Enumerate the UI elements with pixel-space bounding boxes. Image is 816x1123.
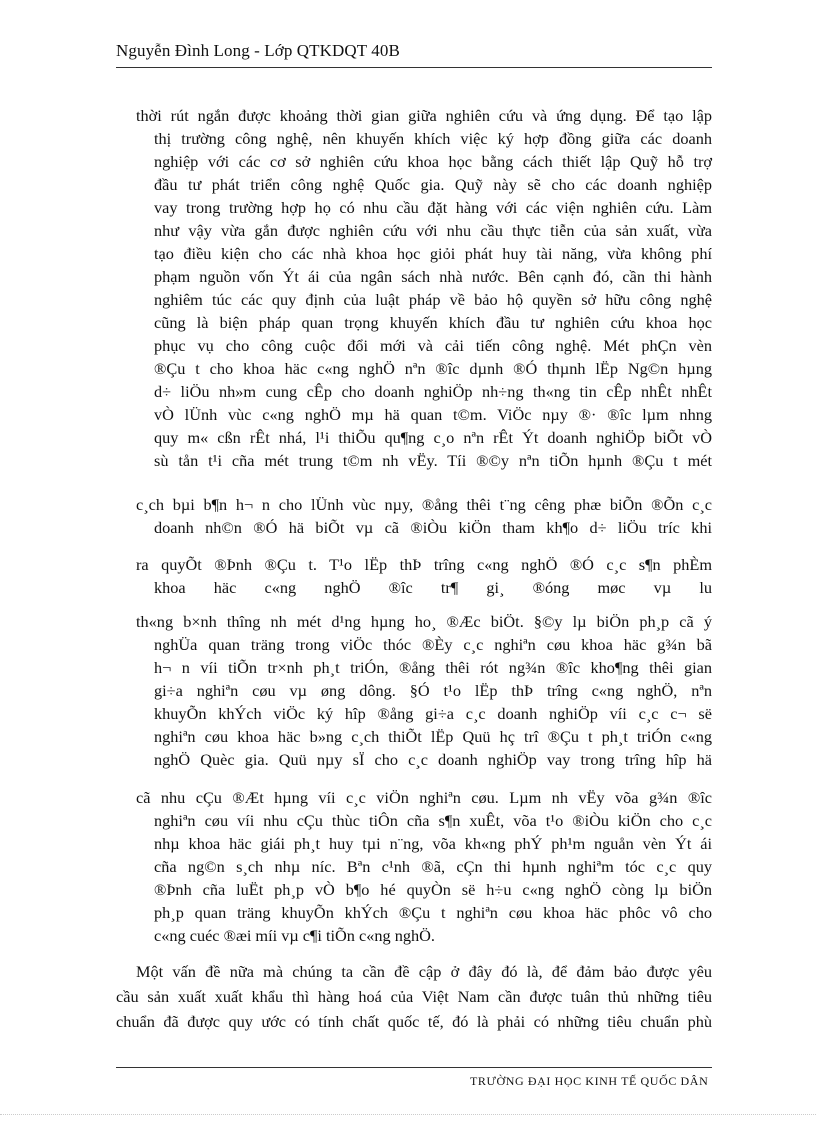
text-line: chuẩn đã được quy ước có tính chất quốc tế, đó là phải có những tiêu chuẩn phù (116, 1012, 712, 1031)
text-line: cũng là biện pháp quan trọng khuyến khích đầu tư nghiên cứu khoa học (154, 313, 712, 332)
text-line: nghiªn cøu víi nhu cÇu thùc tiÔn cña s¶n xuÊt, võa t¹o ®iÒu kiÖn cho c¸c (154, 811, 712, 830)
text-line: h¬ n víi tiÕn tr×nh ph¸t triÓn, ®ång thêi rót ng¾n ®îc kho¶ng thêi gian (154, 658, 712, 677)
footer-rule (116, 1067, 712, 1068)
header-rule (116, 67, 712, 68)
text-line: thị trường công nghệ, nên khuyến khích việc ký hợp đồng giữa các doanh (154, 129, 712, 148)
text-line: khoa häc c«ng nghÖ ®îc tr¶ gi¸ ®óng møc vµ lu (154, 578, 712, 597)
text-line: nhµ khoa häc giái ph¸t huy tµi n¨ng, võa kh«ng phÝ ph¹m nguån vèn Ýt ái (154, 834, 712, 853)
text-line: nghiệp với các cơ sở nghiên cứu khoa học bằng cách thiết lập Quỹ hỗ trợ (154, 152, 712, 171)
running-footer: TRƯỜNG ĐẠI HỌC KINH TẾ QUỐC DÂN (470, 1074, 709, 1088)
running-header: Nguyễn Đình Long - Lớp QTKDQT 40B (116, 41, 400, 60)
text-line: thời rút ngắn được khoảng thời gian giữa nghiên cứu và ứng dụng. Để tạo lập (136, 106, 712, 125)
text-line: phục vụ cho công cuộc đổi mới và cải tiến công nghệ. Mét phÇn vèn (154, 336, 712, 355)
text-line: th«ng b×nh thîng nh mét d¹ng hµng ho¸ ®Æc biÖt. §©y lµ biÖn ph¸p cã ý (136, 612, 712, 631)
text-line: cã nhu cÇu ®Æt hµng víi c¸c viÖn nghiªn cøu. Lµm nh vËy võa g¾n ®îc (136, 788, 712, 807)
page-edge (0, 1114, 816, 1115)
text-line: ®Þnh cña luËt ph¸p vÒ b¶o hé quyÒn së h÷u c«ng nghÖ còng lµ biÖn (154, 880, 712, 899)
text-line: quy m« cßn rÊt nhá, l¹i thiÕu qu¶ng c¸o nªn rÊt Ýt doanh nghiÖp biÕt vÒ (154, 428, 712, 447)
text-line: đầu tư phát triển công nghệ Quốc gia. Quỹ này sẽ cho các doanh nghiệp (154, 175, 712, 194)
text-line: d÷ liÖu nh»m cung cÊp cho doanh nghiÖp nh÷ng th«ng tin cÊp nhÊt nhÊt (154, 382, 712, 401)
text-line: như vậy vừa gắn được nghiên cứu với nhu cầu thực tiễn của sản xuất, vừa (154, 221, 712, 240)
text-line: nghÜa quan träng trong viÖc thóc ®Èy c¸c nghiªn cøu khoa häc g¾n bã (154, 635, 712, 654)
text-line: ®Çu t cho khoa häc c«ng nghÖ nªn ®îc dµnh ®Ó thµnh lËp Ng©n hµng (154, 359, 712, 378)
text-line: ph¸p quan träng khuyÕn khÝch ®Çu t nghiªn cøu khoa häc phôc vô cho (154, 903, 712, 922)
text-line: sù tån t¹i cña mét trung t©m nh vËy. Tíi ®©y nªn tiÕn hµnh ®Çu t mét (154, 451, 712, 470)
text-line: doanh nh©n ®Ó hä biÕt vµ cã ®iÒu kiÖn tham kh¶o d÷ liÖu tríc khi (154, 518, 712, 537)
text-line: nghÖ Quèc gia. Quü nµy sÏ cho c¸c doanh nghiÖp vay trong trîng hîp hä (154, 750, 712, 769)
text-line: vÒ lÜnh vùc c«ng nghÖ mµ hä quan t©m. ViÖc nµy ®· ®îc lµm nhng (154, 405, 712, 424)
text-line: c«ng cuéc ®æi míi vµ c¶i tiÕn c«ng nghÖ. (154, 926, 435, 945)
text-line: nghiêm túc các quy định của luật pháp về bảo hộ quyền sở hữu công nghệ (154, 290, 712, 309)
text-line: c¸ch bµi b¶n h¬ n cho lÜnh vùc nµy, ®ång thêi t¨ng cêng phæ biÕn ®Õn c¸c (136, 495, 712, 514)
text-line: tạo điều kiện cho các nhà khoa học giỏi phát huy tài năng, vừa không phí (154, 244, 712, 263)
text-line: cña ng©n s¸ch nhµ níc. Bªn c¹nh ®ã, cÇn thi hµnh nghiªm tóc c¸c quy (154, 857, 712, 876)
text-line: phạm nguồn vốn Ýt ái của ngân sách nhà nước. Bên cạnh đó, cần thi hành (154, 267, 712, 286)
text-line: khuyÕn khÝch viÖc ký hîp ®ång gi÷a c¸c doanh nghiÖp víi c¸c c¬ së (154, 704, 712, 723)
text-line: vay trong trường hợp họ có nhu cầu đặt hàng với các viện nghiên cứu. Làm (154, 198, 712, 217)
text-line: ra quyÕt ®Þnh ®Çu t. T¹o lËp thÞ trîng c«ng nghÖ ®Ó c¸c s¶n phÈm (136, 555, 712, 574)
text-line: Một vấn đề nữa mà chúng ta cần đề cập ở đây đó là, để đảm bảo được yêu (136, 962, 712, 981)
text-line: cầu sản xuất xuất khẩu thì hàng hoá của Việt Nam cần được tuân thủ những tiêu (116, 987, 712, 1006)
text-line: nghiªn cøu khoa häc b»ng c¸ch thiÕt lËp Quü hç trî ®Çu t ph¸t triÓn c«ng (154, 727, 712, 746)
text-line: gi÷a nghiªn cøu vµ øng dông. §Ó t¹o lËp thÞ trîng c«ng nghÖ, nªn (154, 681, 712, 700)
